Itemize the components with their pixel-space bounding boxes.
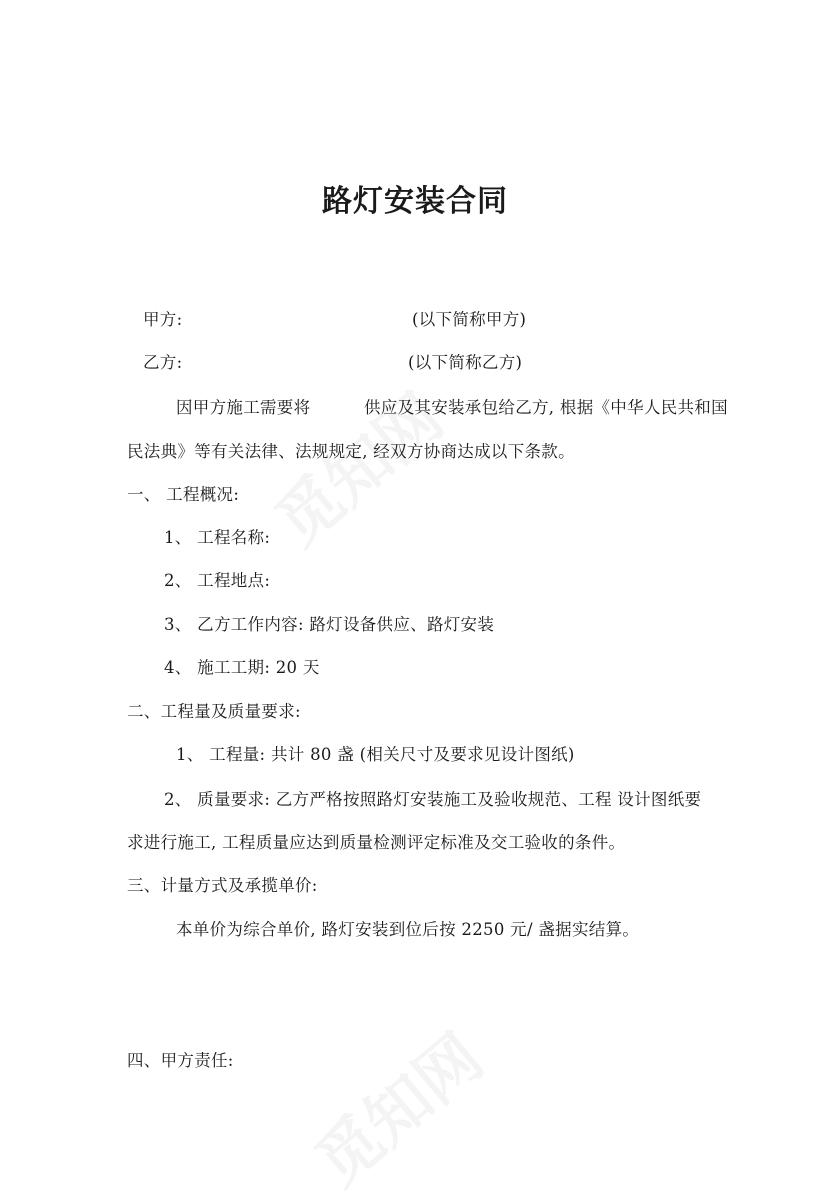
intro-line1-b: 供应及其安装承包给乙方, 根据《中华人民共和国 (364, 398, 728, 417)
section1-item-location: 2、 工程地点: (164, 571, 271, 590)
intro-line2: 民法典》等有关法律、法规规定, 经双方协商达成以下条款。 (127, 442, 575, 461)
document-title: 路灯安装合同 (322, 184, 508, 219)
party-b-label: 乙方: (143, 353, 183, 372)
section2-item-quality-line1: 2、 质量要求: 乙方严格按照路灯安装施工及验收规范、工程 设计图纸要 (164, 790, 702, 809)
section1-item-duration: 4、 施工工期: 20 天 (164, 658, 320, 677)
section3-text: 本单价为综合单价, 路灯安装到位后按 2250 元/ 盏据实结算。 (176, 920, 640, 939)
section1-heading: 一、 工程概况: (127, 485, 240, 504)
section1-item-scope: 3、 乙方工作内容: 路灯设备供应、路灯安装 (164, 615, 495, 634)
section3-heading: 三、计量方式及承揽单价: (127, 876, 318, 895)
section4-heading: 四、甲方责任: (127, 1051, 234, 1070)
section2-item-quantity: 1、 工程量: 共计 80 盏 (相关尺寸及要求见设计图纸) (176, 745, 575, 764)
section2-heading: 二、工程量及质量要求: (127, 702, 301, 721)
intro-line1-a: 因甲方施工需要将 (176, 398, 311, 417)
party-a-note: (以下简称甲方) (412, 310, 527, 329)
section2-item-quality-line2: 求进行施工, 工程质量应达到质量检测评定标准及交工验收的条件。 (127, 833, 626, 852)
party-b-note: (以下简称乙方) (408, 353, 523, 372)
section1-item-name: 1、 工程名称: (164, 528, 271, 547)
party-a-label: 甲方: (143, 310, 183, 329)
